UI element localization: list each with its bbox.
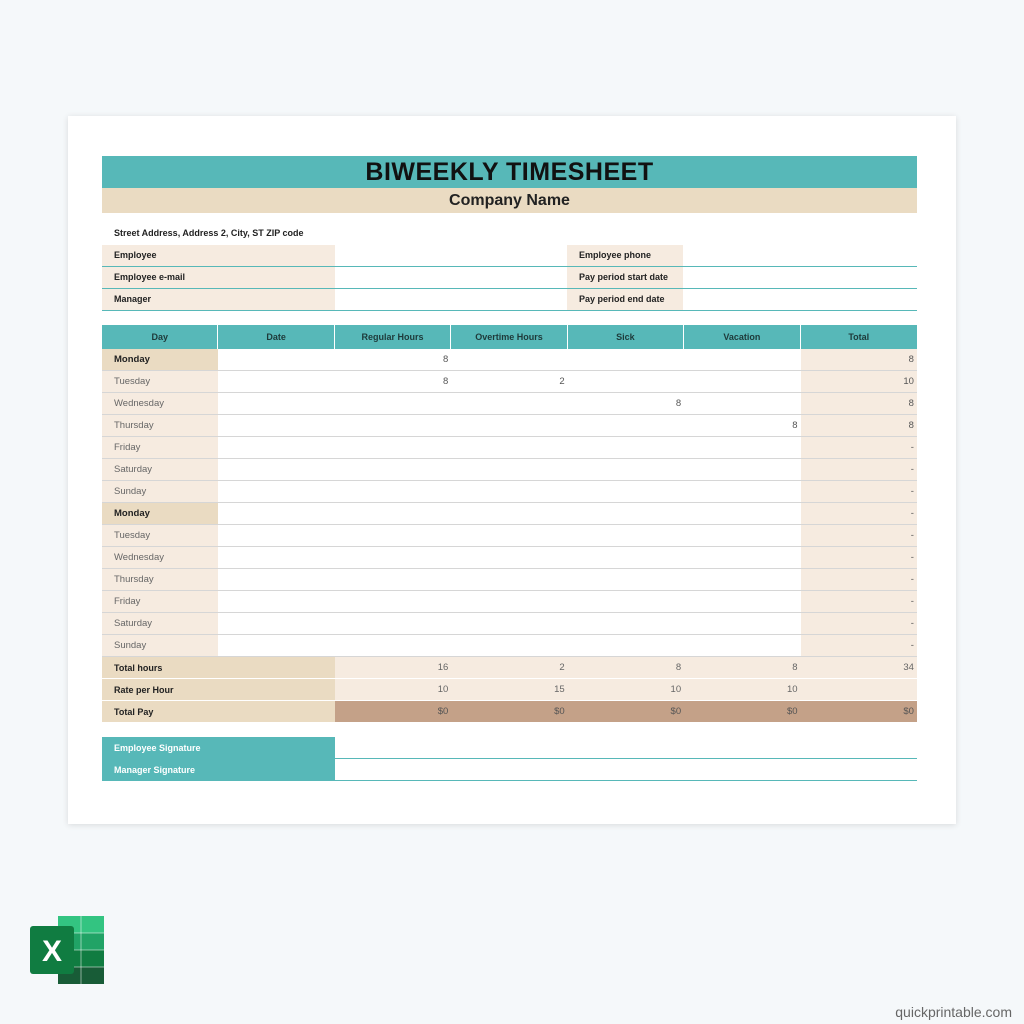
cell-day: Sunday bbox=[102, 635, 218, 656]
cell-sick[interactable]: 8 bbox=[675, 398, 682, 409]
cell-regular[interactable] bbox=[335, 393, 451, 414]
header-overtime-hours: Overtime Hours bbox=[451, 325, 567, 349]
employee-email-label: Employee e-mail bbox=[102, 267, 335, 288]
cell-day: Friday bbox=[102, 437, 218, 458]
hours-table bbox=[102, 325, 917, 723]
pay-total: $0 bbox=[801, 701, 917, 722]
info-row-employee bbox=[102, 245, 917, 267]
pay-vacation: $0 bbox=[684, 701, 800, 722]
total-hours-label: Total hours bbox=[102, 657, 335, 678]
manager-signature-row bbox=[102, 759, 917, 781]
header-sick: Sick bbox=[568, 325, 684, 349]
cell-day: Wednesday bbox=[102, 393, 218, 414]
cell-overtime[interactable] bbox=[451, 547, 567, 568]
total-all: 34 bbox=[903, 662, 914, 673]
cell-overtime[interactable] bbox=[451, 481, 567, 502]
header-date: Date bbox=[218, 325, 334, 349]
cell-sick[interactable] bbox=[568, 349, 684, 370]
cell-sick[interactable] bbox=[568, 415, 684, 436]
cell-day: Tuesday bbox=[102, 371, 218, 392]
cell-overtime[interactable] bbox=[451, 349, 567, 370]
cell-vacation[interactable] bbox=[684, 349, 800, 370]
cell-regular[interactable] bbox=[335, 415, 451, 436]
cell-regular[interactable] bbox=[335, 437, 451, 458]
rate-sick: 10 bbox=[670, 684, 682, 695]
timesheet-sheet bbox=[68, 116, 956, 824]
rate-vacation: 10 bbox=[786, 684, 798, 695]
cell-total[interactable]: - bbox=[801, 437, 917, 458]
cell-date[interactable] bbox=[218, 371, 334, 392]
table-row bbox=[102, 569, 917, 591]
cell-day: Thursday bbox=[102, 569, 218, 590]
company-name: Company Name bbox=[102, 188, 917, 213]
cell-total[interactable]: 8 bbox=[801, 393, 917, 414]
cell-day: Saturday bbox=[102, 613, 218, 634]
table-row bbox=[102, 371, 917, 393]
timesheet-title: BIWEEKLY TIMESHEET bbox=[102, 156, 917, 188]
table-row bbox=[102, 525, 917, 547]
cell-overtime[interactable] bbox=[451, 525, 567, 546]
pay-regular: $0 bbox=[335, 701, 451, 722]
rate-regular: 10 bbox=[437, 684, 449, 695]
cell-regular[interactable] bbox=[335, 569, 451, 590]
cell-date[interactable] bbox=[218, 613, 334, 634]
cell-total[interactable]: - bbox=[801, 591, 917, 612]
table-row bbox=[102, 481, 917, 503]
cell-regular[interactable] bbox=[335, 481, 451, 502]
table-header bbox=[102, 325, 917, 349]
table-row bbox=[102, 415, 917, 437]
table-row bbox=[102, 613, 917, 635]
cell-overtime[interactable]: 2 bbox=[559, 376, 565, 387]
cell-date[interactable] bbox=[218, 547, 334, 568]
cell-date[interactable] bbox=[218, 525, 334, 546]
cell-total[interactable]: 10 bbox=[801, 371, 917, 392]
cell-regular[interactable] bbox=[335, 525, 451, 546]
cell-vacation[interactable] bbox=[684, 635, 800, 656]
cell-day: Monday bbox=[102, 503, 218, 524]
header-total: Total bbox=[848, 332, 870, 342]
cell-date[interactable] bbox=[218, 481, 334, 502]
cell-sick[interactable] bbox=[568, 635, 684, 656]
cell-overtime[interactable] bbox=[451, 415, 567, 436]
company-address: Street Address, Address 2, City, ST ZIP code bbox=[114, 228, 304, 238]
cell-overtime[interactable] bbox=[451, 503, 567, 524]
manager-label: Manager bbox=[102, 289, 335, 310]
info-row-manager bbox=[102, 289, 917, 311]
rate-overtime: 15 bbox=[554, 684, 565, 695]
table-row bbox=[102, 591, 917, 613]
total-sick: 8 bbox=[675, 662, 682, 673]
cell-sick[interactable] bbox=[568, 503, 684, 524]
cell-total[interactable]: 8 bbox=[801, 415, 917, 436]
site-watermark: quickprintable.com bbox=[895, 1004, 1012, 1020]
table-row bbox=[102, 437, 917, 459]
cell-sick[interactable] bbox=[568, 569, 684, 590]
cell-overtime[interactable] bbox=[451, 635, 567, 656]
cell-regular[interactable] bbox=[335, 459, 451, 480]
cell-regular[interactable] bbox=[335, 591, 451, 612]
manager-signature-label: Manager Signature bbox=[102, 759, 335, 781]
cell-vacation[interactable] bbox=[684, 437, 800, 458]
cell-total[interactable]: - bbox=[801, 459, 917, 480]
cell-overtime[interactable] bbox=[451, 437, 567, 458]
employee-phone-label: Employee phone bbox=[567, 245, 683, 266]
cell-date[interactable] bbox=[218, 503, 334, 524]
total-pay-label: Total Pay bbox=[102, 701, 335, 722]
cell-vacation[interactable] bbox=[684, 591, 800, 612]
cell-sick[interactable] bbox=[568, 481, 684, 502]
cell-regular[interactable] bbox=[335, 613, 451, 634]
cell-total[interactable]: - bbox=[801, 547, 917, 568]
cell-date[interactable] bbox=[218, 591, 334, 612]
cell-day: Friday bbox=[102, 591, 218, 612]
cell-regular[interactable] bbox=[335, 503, 451, 524]
cell-vacation[interactable] bbox=[684, 503, 800, 524]
employee-label: Employee bbox=[102, 245, 335, 266]
cell-regular[interactable]: 8 bbox=[442, 354, 449, 365]
excel-icon bbox=[28, 912, 106, 988]
cell-total[interactable]: - bbox=[801, 569, 917, 590]
cell-total[interactable]: - bbox=[801, 503, 917, 524]
table-row bbox=[102, 635, 917, 657]
cell-regular[interactable] bbox=[335, 635, 451, 656]
cell-sick[interactable] bbox=[568, 459, 684, 480]
cell-day: Monday bbox=[102, 349, 218, 370]
cell-date[interactable] bbox=[218, 459, 334, 480]
cell-total[interactable]: 8 bbox=[801, 349, 917, 370]
total-pay-row bbox=[102, 701, 917, 723]
table-row bbox=[102, 547, 917, 569]
pay-period-end-label: Pay period end date bbox=[567, 289, 683, 310]
total-regular: 16 bbox=[437, 662, 449, 673]
cell-day: Sunday bbox=[102, 481, 218, 502]
table-row bbox=[102, 349, 917, 371]
rate-total bbox=[801, 679, 917, 700]
cell-day: Saturday bbox=[102, 459, 218, 480]
cell-vacation[interactable]: 8 bbox=[792, 420, 798, 431]
header-vacation: Vacation bbox=[684, 325, 800, 349]
cell-sick[interactable] bbox=[568, 437, 684, 458]
cell-day: Wednesday bbox=[102, 547, 218, 568]
header-day: Day bbox=[102, 325, 218, 349]
cell-date[interactable] bbox=[218, 437, 334, 458]
cell-vacation[interactable] bbox=[684, 525, 800, 546]
cell-sick[interactable] bbox=[568, 547, 684, 568]
cell-overtime[interactable] bbox=[451, 613, 567, 634]
cell-regular[interactable] bbox=[335, 547, 451, 568]
cell-overtime[interactable] bbox=[451, 591, 567, 612]
header-regular-hours: Regular Hours bbox=[335, 325, 451, 349]
cell-date[interactable] bbox=[218, 415, 334, 436]
cell-vacation[interactable] bbox=[684, 393, 800, 414]
cell-overtime[interactable] bbox=[451, 569, 567, 590]
cell-date[interactable] bbox=[218, 349, 334, 370]
cell-total[interactable]: - bbox=[801, 613, 917, 634]
cell-sick[interactable] bbox=[568, 591, 684, 612]
cell-sick[interactable] bbox=[568, 613, 684, 634]
cell-day: Thursday bbox=[102, 415, 218, 436]
cell-overtime[interactable] bbox=[451, 393, 567, 414]
table-row bbox=[102, 459, 917, 481]
cell-total[interactable]: - bbox=[801, 481, 917, 502]
cell-total[interactable]: - bbox=[801, 525, 917, 546]
table-body bbox=[102, 349, 917, 657]
table-row bbox=[102, 393, 917, 415]
pay-sick: $0 bbox=[568, 701, 684, 722]
total-overtime: 2 bbox=[559, 662, 565, 673]
total-vacation: 8 bbox=[792, 662, 798, 673]
cell-vacation[interactable] bbox=[684, 547, 800, 568]
cell-regular[interactable]: 8 bbox=[442, 376, 449, 387]
cell-date[interactable] bbox=[218, 569, 334, 590]
cell-total[interactable]: - bbox=[801, 635, 917, 656]
cell-sick[interactable] bbox=[568, 371, 684, 392]
total-hours-row bbox=[102, 657, 917, 679]
employee-signature-label: Employee Signature bbox=[102, 737, 335, 759]
rate-label: Rate per Hour bbox=[102, 679, 335, 700]
cell-vacation[interactable] bbox=[684, 481, 800, 502]
svg-text:X: X bbox=[41, 935, 63, 968]
employee-signature-row bbox=[102, 737, 917, 759]
cell-date[interactable] bbox=[218, 393, 334, 414]
cell-day: Tuesday bbox=[102, 525, 218, 546]
cell-vacation[interactable] bbox=[684, 459, 800, 480]
pay-period-start-label: Pay period start date bbox=[567, 267, 683, 288]
cell-date[interactable] bbox=[218, 635, 334, 656]
cell-vacation[interactable] bbox=[684, 371, 800, 392]
cell-vacation[interactable] bbox=[684, 569, 800, 590]
rate-row bbox=[102, 679, 917, 701]
info-row-email bbox=[102, 267, 917, 289]
table-row bbox=[102, 503, 917, 525]
cell-overtime[interactable] bbox=[451, 459, 567, 480]
cell-vacation[interactable] bbox=[684, 613, 800, 634]
pay-overtime: $0 bbox=[451, 701, 567, 722]
cell-sick[interactable] bbox=[568, 525, 684, 546]
